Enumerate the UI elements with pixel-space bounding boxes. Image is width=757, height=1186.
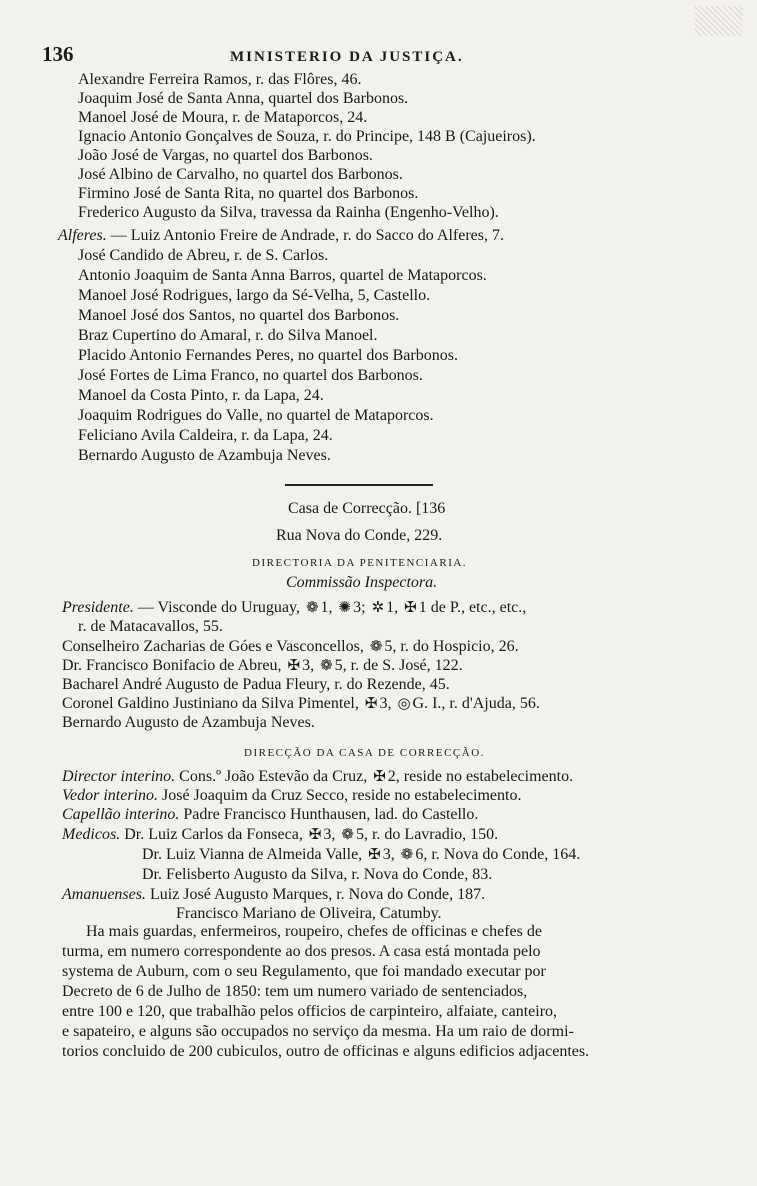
vedor-entry: Vedor interino. José Joaquim da Cruz Secco, reside no estabelecimento. — [62, 787, 522, 804]
cross-icon: ✠ — [404, 600, 417, 616]
presidente-cont: r. de Matacavallos, 55. — [78, 618, 223, 635]
cross-icon: ✠ — [364, 696, 378, 712]
commissao-heading: Commissão Inspectora. — [286, 574, 438, 591]
director-entry: Director interino. Cons.º João Estevão da Cruz, ✠ 2, reside no estabelecimento. — [62, 768, 574, 785]
medico-entry: Medicos. Dr. Luiz Carlos da Fonseca, ✠ 3, ❁ 5, r. do Lavradio, 150. — [62, 826, 499, 843]
list-item: Joaquim Rodrigues do Valle, no quartel de Mataporcos. — [78, 407, 434, 424]
list-item: José Albino de Carvalho, no quartel dos Barbonos. — [78, 166, 403, 183]
alferes-first: — Luiz Antonio Freire de Andrade, r. do Sacco do Alferes, 7. — [110, 227, 504, 244]
cross-icon: ✠ — [308, 827, 322, 843]
commission-member: Coronel Galdino Justiniano da Silva Pimentel, ✠ 3, ◎ G. I., r. d'Ajuda, 56. — [62, 695, 540, 712]
alferes-label: Alferes. — [58, 227, 107, 244]
list-item: Braz Cupertino do Amaral, r. do Silva Manoel. — [78, 327, 378, 344]
rose-icon: ❁ — [400, 847, 414, 863]
list-item: José Fortes de Lima Franco, no quartel dos Barbonos. — [78, 367, 423, 384]
cross-icon: ✠ — [373, 769, 386, 785]
body-paragraph: Ha mais guardas, enfermeiros, roupeiro, chefes de officinas e chefes de turma, em numero correspondente ao dos presos. A casa está montada pelo systema de Auburn, com o seu Regulamento, que foi mandado executar por Decreto de 6 de Julho de 1850: tem um numero variado de sentenciados, entre 100 e 120, que trabalhão pelos officios de carpinteiro, alfaiate, canteiro, e sapateiro, e alguns são occupados no serviço da mesma. Ha um raio de dormi- torios concluido de 200 cubiculos, outro de officinas e alguns edificios adjacentes. — [62, 923, 590, 1060]
casa-title: Casa de Correcção. — [288, 500, 412, 517]
section-divider — [285, 484, 433, 486]
list-item: Manoel José dos Santos, no quartel dos Barbonos. — [78, 307, 400, 324]
rose-icon: ❁ — [305, 600, 319, 616]
section-title — [288, 499, 445, 519]
list-item: Manoel da Costa Pinto, r. da Lapa, 24. — [78, 387, 324, 404]
list-item: Ignacio Antonio Gonçalves de Souza, r. do Principe, 148 B (Cajueiros). — [78, 128, 536, 145]
list-item: Bernardo Augusto de Azambuja Neves. — [78, 447, 331, 464]
casa-ref: [136 — [415, 500, 446, 517]
alferes-entry — [58, 226, 504, 246]
casa-address: Rua Nova do Conde, 229. — [276, 527, 443, 544]
cross-icon: ✠ — [287, 658, 301, 674]
paper-stain — [695, 6, 743, 36]
presidente-label: Presidente. — [62, 599, 134, 616]
commission-member: Bernardo Augusto de Azambuja Neves. — [62, 714, 315, 731]
list-item: Placido Antonio Fernandes Peres, no quartel dos Barbonos. — [78, 347, 458, 364]
directoria-heading: DIRECTORIA DA PENITENCIARIA. — [252, 557, 468, 569]
rose-icon: ❁ — [320, 658, 333, 674]
page-number: 136 — [42, 42, 74, 66]
amanuense-entry: Francisco Mariano de Oliveira, Catumby. — [176, 905, 442, 922]
amanuense-entry: Amanuenses. Luiz José Augusto Marques, r. Nova do Conde, 187. — [62, 886, 486, 903]
list-item: Alexandre Ferreira Ramos, r. das Flôres, 46. — [78, 71, 362, 88]
commission-member: Bacharel André Augusto de Padua Fleury, r. do Rezende, 45. — [62, 676, 450, 693]
medico-entry: Dr. Luiz Vianna de Almeida Valle, ✠ 3, ❁ 6, r. Nova do Conde, 164. — [142, 846, 581, 863]
list-item: Manoel José Rodrigues, largo da Sé-Velha, 5, Castello. — [78, 287, 431, 304]
list-item: Frederico Augusto da Silva, travessa da Rainha (Engenho-Velho). — [78, 204, 499, 221]
commission-member: Dr. Francisco Bonifacio de Abreu, ✠ 3, ❁ 5, r. de S. José, 122. — [62, 657, 463, 674]
list-item: José Candido de Abreu, r. de S. Carlos. — [78, 247, 329, 264]
order-icon: ✺ — [338, 600, 352, 616]
cross-icon: ✠ — [368, 847, 381, 863]
capellao-entry: Capellão interino. Padre Francisco Hunthausen, lad. do Castello. — [62, 806, 479, 823]
list-item: Feliciano Avila Caldeira, r. da Lapa, 24. — [78, 427, 333, 444]
star-icon: ✲ — [371, 600, 385, 616]
running-title: MINISTERIO DA JUSTIÇA. — [230, 49, 464, 65]
presidente-entry: Presidente. — Visconde do Uruguay, ❁ 1, ✺ 3; ✲ 1, ✠ 1 de P., etc., etc., — [62, 599, 527, 616]
commission-member: Conselheiro Zacharias de Góes e Vasconcellos, ❁ 5, r. do Hospicio, 26. — [62, 638, 519, 655]
list-item: Firmino José de Santa Rita, no quartel dos Barbonos. — [78, 185, 419, 202]
list-item: Joaquim José de Santa Anna, quartel dos Barbonos. — [78, 90, 409, 107]
list-item: Antonio Joaquim de Santa Anna Barros, quartel de Mataporcos. — [78, 267, 487, 284]
rose-icon: ❁ — [341, 827, 354, 843]
list-item: Manoel José de Moura, r. de Mataporcos, 24. — [78, 109, 368, 126]
rose-icon: ❁ — [369, 639, 383, 655]
direccao-heading: DIRECÇÃO DA CASA DE CORRECÇÃO. — [244, 747, 485, 759]
circle-order-icon: ◎ — [397, 696, 411, 712]
medico-entry: Dr. Felisberto Augusto da Silva, r. Nova do Conde, 83. — [142, 866, 493, 883]
list-item: João José de Vargas, no quartel dos Barbonos. — [78, 147, 373, 164]
